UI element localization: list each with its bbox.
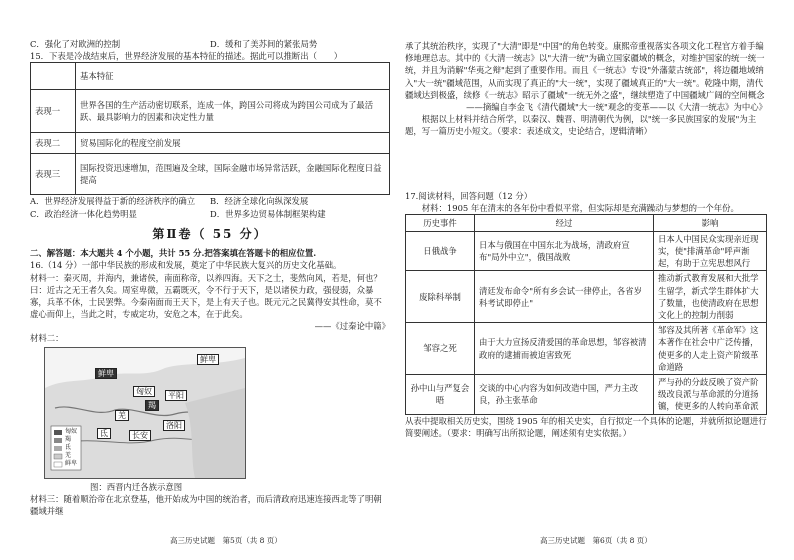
legend-qiang: 羌: [65, 451, 72, 459]
row-text: 国际投资迅速增加，范围遍及全球，国际金融市场异常活跃，金融国际化程度日益提高: [76, 154, 390, 195]
section-title: 第Ⅱ卷（ 55 分）: [152, 226, 268, 241]
table-header: 基本特征: [76, 63, 390, 90]
material-3-source: ——摘编自李金飞《清代疆域"大一统"观念的变革——以《大清一统志》为中心》: [466, 101, 767, 112]
map-label-xianbei-ne: 鲜卑: [197, 354, 219, 366]
material-label: 材料一：: [30, 272, 64, 283]
map-caption: 图：西晋内迁各族示意图: [90, 481, 183, 492]
row-label: 表现二: [31, 133, 76, 154]
q16-task: 根据以上材料并结合所学，以秦汉、魏晋、明清朝代为例，以"统一多民族国家的发展"为主题，写一篇历史小短文。（要求：表述成文，史论结合，逻辑清晰）: [405, 114, 757, 137]
q17-material: 材料：1905 年在清末的各年份中看似平常，但实际却是充满躁动与梦想的一个年份。: [421, 202, 739, 213]
impact-cell: 邹容及其所著《革命军》这本著作在社会中广泛传播，使更多的人走上资产阶级革命道路: [654, 323, 767, 375]
q17-table: [405, 214, 767, 415]
q15-options-cd: [30, 208, 390, 220]
map-label-changan: 长安: [129, 430, 151, 442]
impact-cell: 日本人中国民众实现亲近现实，使"排满革命"呼声渐起，有助于立宪思想风行: [654, 231, 767, 271]
map-figure: [44, 347, 246, 479]
table-row: [406, 271, 767, 323]
legend-xiongnu: 匈奴: [65, 427, 78, 435]
q16-material-2-label: 材料二：: [30, 333, 64, 344]
q15-options-ab: [30, 195, 390, 207]
q14-option-c: C．强化了对欧洲的控制: [30, 39, 121, 49]
event-cell: 孙中山与严复会晤: [406, 374, 475, 414]
q16-intro: 16.（14 分）一部中华民族的形成和发展，奠定了中华民族大复兴的历史文化基础。: [30, 260, 342, 271]
row-text: 贸易国际化的程度空前发展: [76, 133, 390, 154]
q14-options: [30, 38, 390, 50]
legend-jie: 羯: [65, 435, 72, 443]
page-footer-right: 高三历史试题 第6页（共 8 页）: [540, 536, 652, 545]
row-label: 表现一: [31, 90, 76, 133]
q15-option-b: B．经济全球化向纵深发展: [210, 196, 309, 207]
row-text: 世界各国的生产活动密切联系，连成一体，跨国公司将成为跨国公司成为了最活跃、最具影响力的因素和决定性力量: [76, 90, 390, 133]
map-label-xianbei-w: 鲜卑: [95, 368, 117, 380]
table-row: [31, 154, 390, 195]
table-row: [406, 374, 767, 414]
answer-space: [405, 138, 767, 190]
q16-material-3: 材料三：随着顺治帝在北京登基，他开始成为中国的统治者，而后清政府迅速连接西北等了明朝疆域并继: [30, 493, 382, 517]
map-graphic: [45, 348, 245, 478]
q14-option-d: D．缓和了美苏间的紧张局势: [210, 39, 318, 49]
map-label-luoyang: 洛阳: [163, 420, 185, 432]
table-row: [31, 133, 390, 154]
process-cell: 由于大力宣扬反清爱国的革命思想，邹容被清政府的逮捕而被迫害致死: [475, 323, 654, 375]
q15-table: [30, 62, 390, 195]
table-header-row: [406, 214, 767, 231]
event-cell: 废除科举制: [406, 271, 475, 323]
q17-stem: 17.阅读材料，回答问题（12 分）: [405, 190, 533, 201]
map-label-pingyang: 平阳: [165, 390, 187, 402]
material-source: ——《过秦论中篇》: [314, 321, 390, 332]
right-column: [405, 40, 767, 439]
q15-stem: 15．下表是冷战结束后，世界经济发展的基本特征的描述。据此可以推断出（ ）: [30, 51, 343, 62]
column-header: 历史事件: [406, 214, 475, 231]
event-cell: 日俄战争: [406, 231, 475, 271]
section-instructions: 二、解答题：本大题共 4 个小题，共计 55 分.把答案填在答题卡的相应位置.: [30, 248, 317, 259]
row-label: 表现三: [31, 154, 76, 195]
map-label-jie: 羯: [145, 400, 159, 412]
map-label-qiang: 羌: [115, 410, 129, 422]
event-cell: 邹容之死: [406, 323, 475, 375]
map-label-xiongnu: 匈奴: [133, 386, 155, 398]
legend-di: 氐: [65, 443, 72, 451]
q15-option-c: C．政治经济一体化趋势明显: [30, 208, 137, 219]
q15-option-d: D．世界多边贸易体制框架构建: [210, 208, 326, 219]
left-column: [30, 38, 390, 517]
process-cell: 清廷发布命令"所有乡会试一律停止，各省岁科考试即停止": [475, 271, 654, 323]
table-row: [31, 63, 390, 90]
table-row: [31, 90, 390, 133]
q16-material-1: [30, 272, 390, 321]
column-header: 经过: [475, 214, 654, 231]
table-row: [406, 323, 767, 375]
map-label-di: 氐: [97, 428, 111, 440]
process-cell: 交谈的中心内容为如何改造中国，严力主改良，孙主张革命: [475, 374, 654, 414]
page-footer-left: 高三历史试题 第5页（共 8 页）: [170, 536, 282, 545]
impact-cell: 严与孙的分歧反映了资产阶级改良派与革命派的分道扬镳，使更多的人转向革命派: [654, 374, 767, 414]
table-row: [406, 231, 767, 271]
q17-task: 从表中提取相关历史实，围绕 1905 年的相关史实，自行拟定一个具体的论题，并就所拟论题进行简要阐述。（要求：明确写出所拟论题，阐述须有史实依据。）: [405, 415, 767, 438]
legend-xianbei: 鲜卑: [65, 459, 78, 467]
q15-option-a: A．世界经济发展得益于新的经济秩序的确立: [30, 196, 196, 207]
material-3-continued: 承了其统治秩序，实现了"大清"即是"中国"的角色转变。康熙帝重视落实各项文化工程官方着手编修地理总志。其中的《大清一统志》以"大清一统"为确立国家疆域的概念，对维护国家的统一统一统，并且为消解"华夷之辩"起到了重要作用。而且《一统志》专设"外藩蒙古统部"，将边疆地域纳入"大一统"疆域范围，从而实现了真正的"大一统"，实现了疆域真正的"大一统"。乾隆中期，清代疆域达到极盛，续修《一统志》昭示了疆域"一统无外之盛"，继续塑造了中国疆域广阔的空间概念: [405, 41, 765, 100]
process-cell: 日本与俄国在中国东北为战场，清政府宣布"局外中立"，俄国战败: [475, 231, 654, 271]
impact-cell: 推动新式教育发展和大批学生留学，新式学生群体扩大了数量，也使清政府在思想文化上的控制力削弱: [654, 271, 767, 323]
material-text: 秦灭周，并海内，兼诸侯，南面称帝，以养四海。天下之士，斐然向风，若是，何也？曰：近古之无王者久矣。周室卑微，五霸既灭，令不行于天下，是以诸侯力政，强侵弱，众暴寡，兵革不休，士民罢弊。今秦南面而王天下，是上有天子也。既元元之民冀得安其性命，莫不虚心而仰上，当此之时，专威定功，安危之本，在于此矣。: [30, 272, 382, 320]
column-header: 影响: [654, 214, 767, 231]
